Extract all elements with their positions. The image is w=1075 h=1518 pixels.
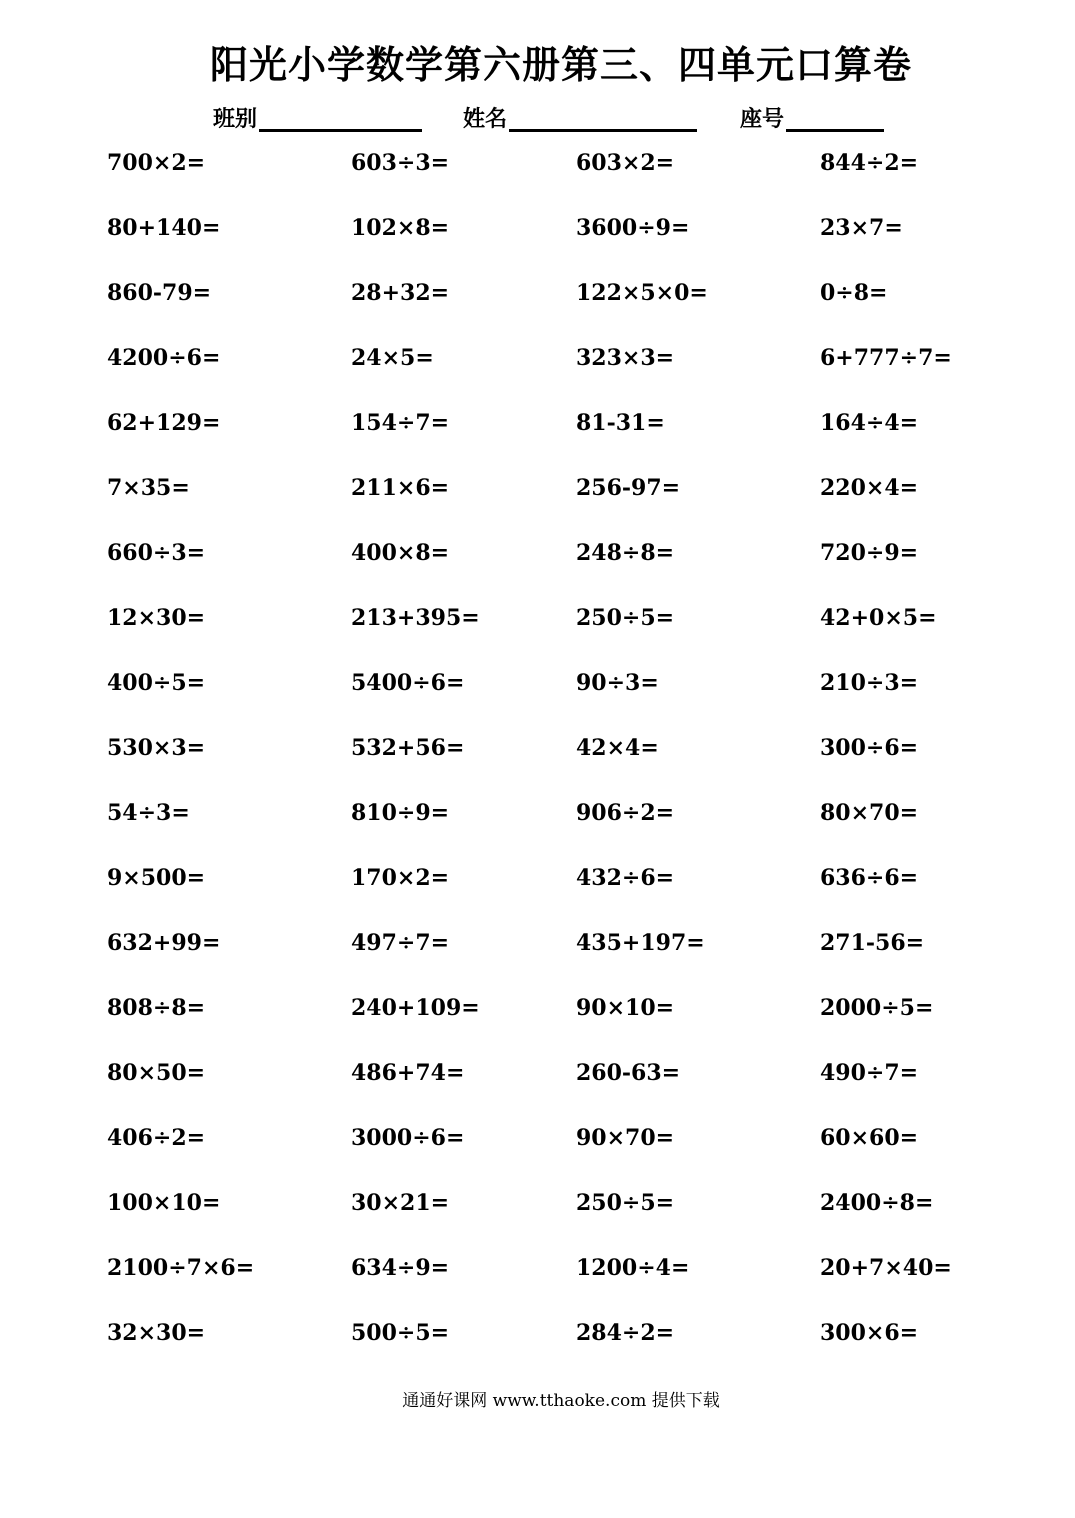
problem-cell: 632+99= [107,930,221,956]
problem-cell: 12×30= [107,605,206,631]
problem-cell: 260-63= [576,1060,681,1086]
problem-cell: 500÷5= [351,1320,450,1346]
problem-cell: 2100÷7×6= [107,1255,255,1281]
problem-cell: 102×8= [351,215,450,241]
problem-cell: 170×2= [351,865,450,891]
problem-cell: 154÷7= [351,410,450,436]
name-field [463,96,697,132]
problem-cell: 90÷3= [576,670,659,696]
problem-cell: 808÷8= [107,995,206,1021]
problem-cell: 80+140= [107,215,221,241]
problem-cell: 213+395= [351,605,480,631]
problem-cell: 3000÷6= [351,1125,465,1151]
problem-cell: 81-31= [576,410,665,436]
name-label: 姓名 [463,106,508,132]
problem-cell: 100×10= [107,1190,221,1216]
problem-cell: 6+777÷7= [820,345,952,371]
problem-cell: 28+32= [351,280,450,306]
problem-cell: 497÷7= [351,930,450,956]
problem-cell: 250÷5= [576,605,675,631]
problem-cell: 2400÷8= [820,1190,934,1216]
problem-cell: 80×70= [820,800,919,826]
problem-row [107,1118,1007,1183]
problem-cell: 122×5×0= [576,280,708,306]
problem-cell: 4200÷6= [107,345,221,371]
problem-cell: 435+197= [576,930,705,956]
problem-cell: 250÷5= [576,1190,675,1216]
problem-cell: 400×8= [351,540,450,566]
problem-cell: 810÷9= [351,800,450,826]
problem-cell: 636÷6= [820,865,919,891]
problem-row [107,533,1007,598]
seat-input-line[interactable] [786,103,884,132]
problem-row [107,663,1007,728]
problem-cell: 23×7= [820,215,903,241]
name-input-line[interactable] [509,103,697,132]
problem-cell: 248÷8= [576,540,675,566]
problem-cell: 90×70= [576,1125,675,1151]
problem-cell: 3600÷9= [576,215,690,241]
problem-cell: 2000÷5= [820,995,934,1021]
class-field [213,96,422,132]
problem-row [107,143,1007,208]
problem-cell: 844÷2= [820,150,919,176]
problem-cell: 906÷2= [576,800,675,826]
problem-grid [107,143,1007,1378]
problem-row [107,1053,1007,1118]
problem-row [107,1248,1007,1313]
problem-row [107,1313,1007,1378]
seat-label: 座号 [740,106,785,132]
problem-cell: 0÷8= [820,280,888,306]
problem-cell: 271-56= [820,930,925,956]
problem-row [107,728,1007,793]
problem-cell: 32×30= [107,1320,206,1346]
problem-cell: 20+7×40= [820,1255,952,1281]
problem-row [107,988,1007,1053]
problem-cell: 300÷6= [820,735,919,761]
problem-cell: 400÷5= [107,670,206,696]
student-info-fields [0,96,1075,132]
problem-row [107,468,1007,533]
problem-cell: 80×50= [107,1060,206,1086]
problem-cell: 164÷4= [820,410,919,436]
problem-cell: 530×3= [107,735,206,761]
problem-cell: 660÷3= [107,540,206,566]
problem-cell: 486+74= [351,1060,465,1086]
problem-cell: 240+109= [351,995,480,1021]
class-input-line[interactable] [259,103,422,132]
problem-cell: 720÷9= [820,540,919,566]
problem-cell: 432÷6= [576,865,675,891]
problem-cell: 210÷3= [820,670,919,696]
problem-row [107,1183,1007,1248]
problem-cell: 284÷2= [576,1320,675,1346]
problem-cell: 42+0×5= [820,605,937,631]
problem-cell: 62+129= [107,410,221,436]
problem-cell: 7×35= [107,475,190,501]
problem-cell: 90×10= [576,995,675,1021]
page-title: 阳光小学数学第六册第三、四单元口算卷 [209,42,912,87]
problem-cell: 634÷9= [351,1255,450,1281]
problem-row [107,858,1007,923]
problem-cell: 700×2= [107,150,206,176]
problem-cell: 300×6= [820,1320,919,1346]
class-label: 班别 [213,106,258,132]
problem-cell: 256-97= [576,475,681,501]
problem-cell: 211×6= [351,475,450,501]
problem-cell: 220×4= [820,475,919,501]
problem-cell: 60×60= [820,1125,919,1151]
problem-row [107,793,1007,858]
footer-credit: 通通好课网 www.tthaoke.com 提供下载 [402,1391,720,1411]
problem-row [107,208,1007,273]
problem-cell: 30×21= [351,1190,450,1216]
problem-cell: 532+56= [351,735,465,761]
problem-cell: 9×500= [107,865,206,891]
problem-cell: 1200÷4= [576,1255,690,1281]
problem-row [107,273,1007,338]
problem-cell: 490÷7= [820,1060,919,1086]
problem-cell: 406÷2= [107,1125,206,1151]
problem-cell: 24×5= [351,345,434,371]
problem-row [107,403,1007,468]
problem-row [107,923,1007,988]
problem-cell: 42×4= [576,735,659,761]
problem-cell: 323×3= [576,345,675,371]
problem-cell: 603÷3= [351,150,450,176]
problem-cell: 5400÷6= [351,670,465,696]
problem-cell: 860-79= [107,280,212,306]
problem-row [107,338,1007,403]
problem-cell: 603×2= [576,150,675,176]
problem-cell: 54÷3= [107,800,190,826]
seat-field [740,96,884,132]
problem-row [107,598,1007,663]
